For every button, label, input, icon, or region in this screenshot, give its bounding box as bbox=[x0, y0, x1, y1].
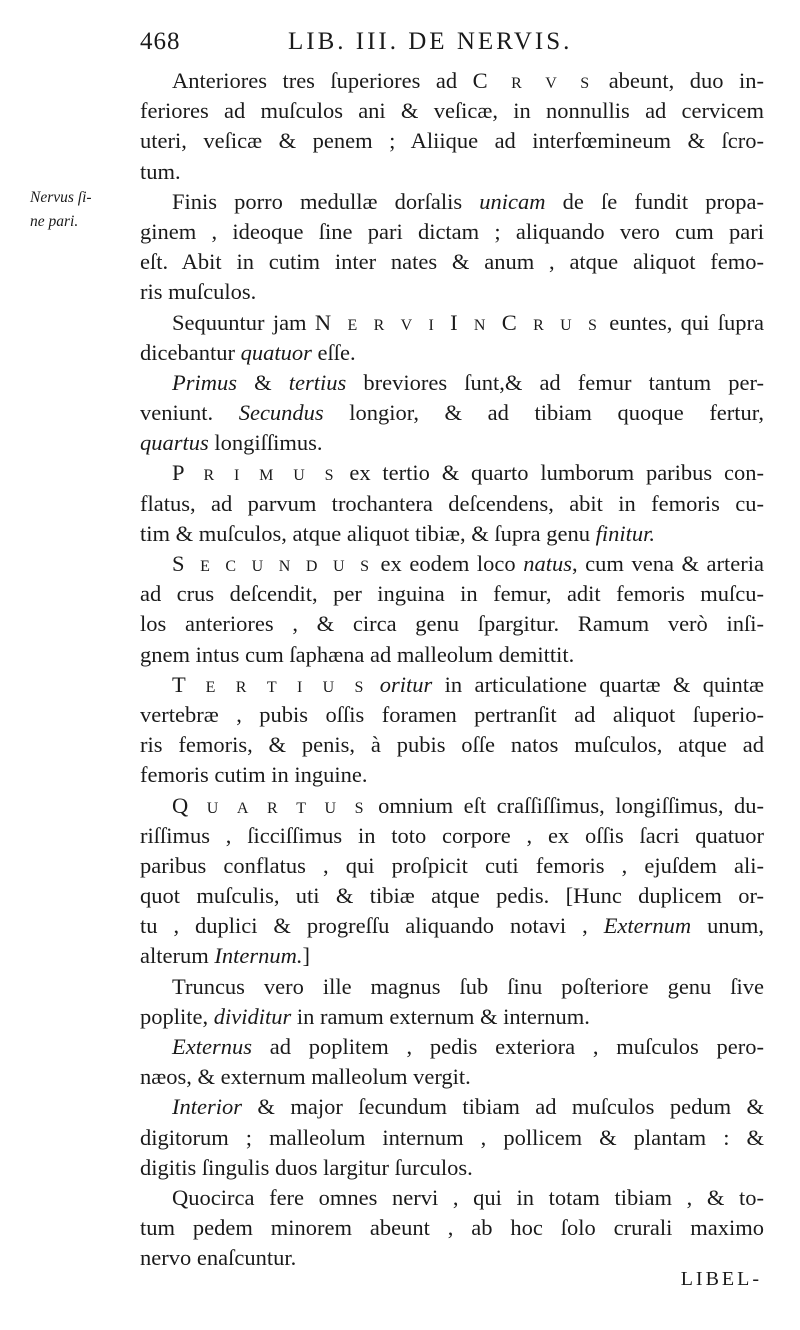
text-line: feriores ad muſculos ani & veſicæ, in nonnullis ad cervicem bbox=[140, 98, 764, 124]
text-line: nervo enaſcuntur. bbox=[140, 1245, 297, 1271]
text-line: uteri, veſicæ & penem ; Aliique ad interfœmineum & ſcro- bbox=[140, 128, 764, 154]
text-line: Q u a r t u s omnium eſt craſſiſſimus, longiſſimus, du- bbox=[172, 792, 764, 818]
text-line: vertebræ , pubis oſſis foramen pertranſit ad aliquot ſuperio- bbox=[140, 701, 764, 727]
text-line: quartus longiſſimus. bbox=[140, 430, 323, 456]
text-line: los anteriores , & circa genu ſpargitur. Ramum verò inſi- bbox=[140, 611, 764, 637]
text-line: ris femoris, & penis, à pubis oſſe natos muſculos, atque ad bbox=[140, 732, 764, 758]
text-line: P r i m u s ex tertio & quarto lumborum paribus con- bbox=[172, 460, 764, 486]
catchword: LIBEL- bbox=[680, 1268, 762, 1290]
text-line: tim & muſculos, atque aliquot tibiæ, & ſupra genu finitur. bbox=[140, 520, 655, 546]
margin-note-line: Nervus ſi- bbox=[30, 189, 92, 206]
text-line: riſſimus , ſicciſſimus in toto corpore , ex oſſis ſacri quatuor bbox=[140, 822, 764, 848]
text-line: digitorum ; malleolum internum , pollicem & plantam : & bbox=[140, 1124, 764, 1150]
margin-note bbox=[30, 186, 130, 234]
text-line: quot muſculis, uti & tibiæ atque pedis. [Hunc duplicem or- bbox=[140, 883, 764, 909]
text-line: Anteriores tres ſuperiores ad C r v s abeunt, duo in- bbox=[172, 68, 765, 93]
body-text bbox=[140, 66, 764, 1274]
text-line: poplite, dividitur in ramum externum & internum. bbox=[140, 1003, 590, 1029]
text-line: ad crus deſcendit, per inguina in femur, adit femoris muſcu- bbox=[140, 581, 764, 607]
text-line: Externus ad poplitem , pedis exteriora , muſculos pero- bbox=[172, 1034, 764, 1059]
text-line: femoris cutim in inguine. bbox=[140, 762, 368, 788]
text-line: digitis ſingulis duos largitur ſurculos. bbox=[140, 1154, 473, 1180]
text-line: alterum Internum.] bbox=[140, 943, 310, 969]
text-line: næos, & externum malleolum vergit. bbox=[140, 1064, 471, 1090]
text-line: ginem , ideoque ſine pari dictam ; aliquando vero cum pari bbox=[140, 218, 764, 244]
text-line: Quocirca fere omnes nervi , qui in totam tibiam , & to- bbox=[172, 1184, 764, 1210]
text-line: tum pedem minorem abeunt , ab hoc ſolo crurali maximo bbox=[140, 1215, 764, 1241]
page-number: 468 bbox=[140, 28, 181, 55]
text-line: tu , duplici & progreſſu aliquando notavi , Externum unum, bbox=[140, 913, 764, 939]
text-line: paribus conflatus , qui proſpicit cuti femoris , ejuſdem ali- bbox=[140, 852, 764, 878]
text-line: ris muſculos. bbox=[140, 279, 257, 305]
text-line: T e r t i u s oritur in articulatione quartæ & quintæ bbox=[172, 671, 765, 697]
text-line: Truncus vero ille magnus ſub ſinu poſteriore genu ſive bbox=[172, 973, 764, 999]
text-line: dicebantur quatuor eſſe. bbox=[140, 339, 356, 365]
text-line: Finis porro medullæ dorſalis unicam de ſe fundit propa- bbox=[172, 188, 764, 214]
margin-note-line: ne pari. bbox=[30, 213, 79, 230]
text-line: Sequuntur jam N e r v i I n C r u s euntes, qui ſupra bbox=[172, 309, 764, 335]
text-line: Primus & tertius breviores ſunt,& ad femur tantum per- bbox=[172, 369, 764, 395]
running-title: LIB. III. DE NERVIS. bbox=[288, 28, 573, 55]
text-line: flatus, ad parvum trochantera deſcendens, abit in femoris cu- bbox=[140, 490, 764, 516]
text-line: tum. bbox=[140, 158, 181, 184]
text-line: gnem intus cum ſaphæna ad malleolum demittit. bbox=[140, 641, 575, 667]
text-line: eſt. Abit in cutim inter nates & anum , atque aliquot femo- bbox=[140, 249, 764, 275]
text-line: S e c u n d u s ex eodem loco natus, cum vena & arteria bbox=[172, 551, 764, 576]
text-line: veniunt. Secundus longior, & ad tibiam quoque fertur, bbox=[140, 400, 765, 426]
text-line: Interior & major ſecundum tibiam ad muſculos pedum & bbox=[172, 1094, 764, 1120]
